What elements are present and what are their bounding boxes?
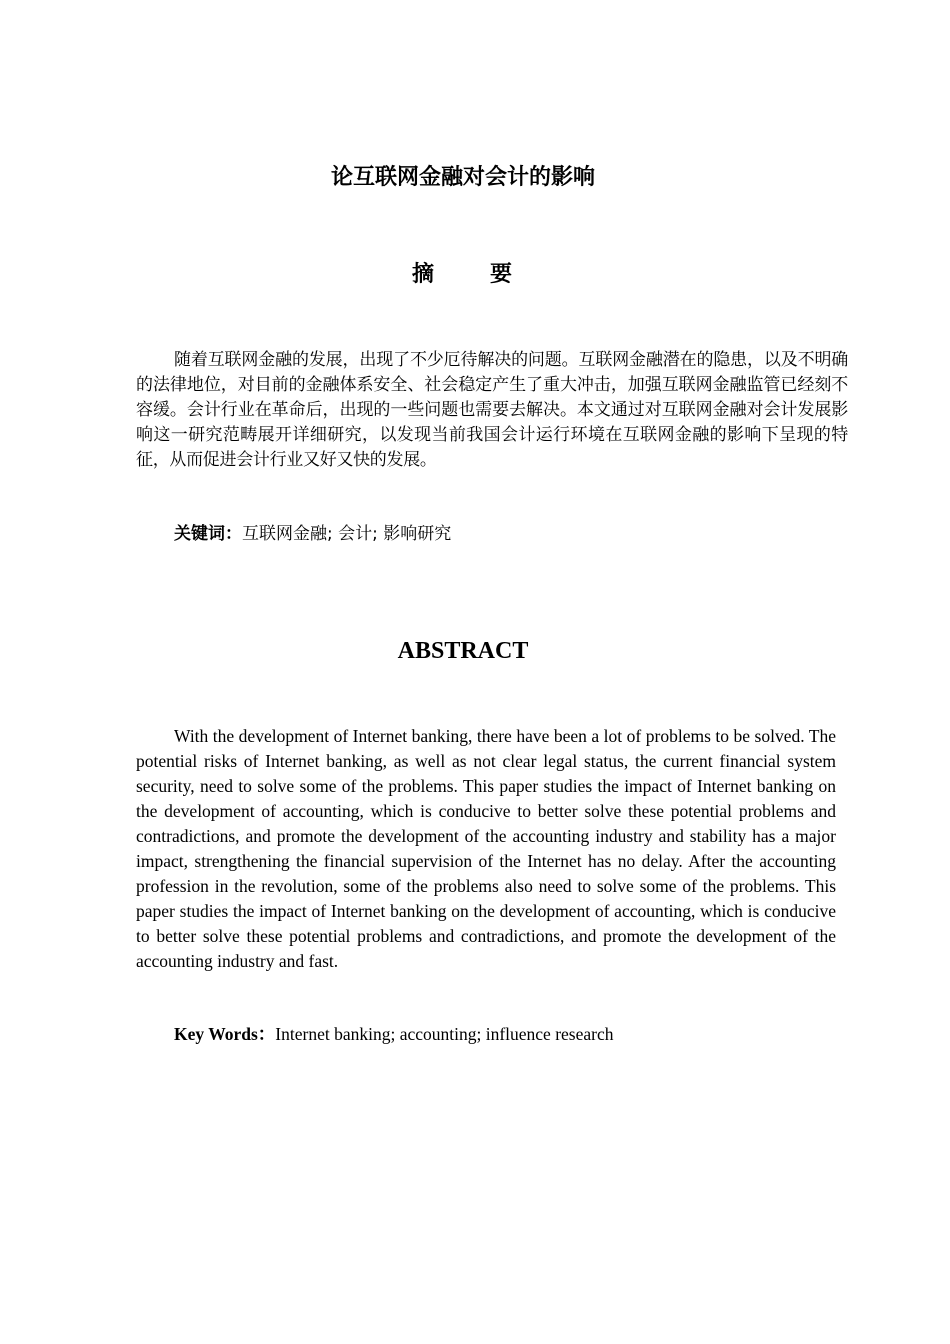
keywords-cn: [174, 522, 451, 547]
document-title: 论互联网金融对会计的影响: [330, 165, 595, 190]
keywords-en: [174, 1022, 613, 1047]
abstract-heading-en: ABSTRACT: [397, 638, 529, 664]
abstract-body-cn: 随着互联网金融的发展，出现了不少厄待解决的问题。互联网金融潜在的隐患，以及不明确的法律地位，对目前的金融体系安全、社会稳定产生了重大冲击，加强互联网金融监管已经刻不容缓。会计行业在革命后，出现的一些问题也需要去解决。本文通过对互联网金融对会计发展影响这一研究范畴展开详细研究，以发现当前我国会计运行环境在互联网金融的影响下呈现的特征，从而促进会计行业又好又快的发展。: [136, 350, 848, 470]
abstract-body-en: With the development of Internet banking, there have been a lot of problems to be solved. The potential risks of Internet banking, as well as not clear legal status, the current financial system security, need to solve some of the problems. This paper studies the impact of Internet banking on the development of accounting, which is conducive to better solve these potential problems and contradictions, and promote the development of the accounting industry and stability has a major impact, strengthening the financial supervision of the Internet has no delay. After the accounting profession in the revolution, some of the problems also need to solve some of the problems. This paper studies the impact of Internet banking on the development of accounting, which is conducive to better solve these potential problems and contradictions, and promote the development of the accounting industry and fast.: [136, 726, 836, 971]
abstract-heading-cn: 摘要: [411, 262, 568, 287]
keywords-label-en: Key Words：: [174, 1024, 276, 1044]
keywords-label-cn: 关键词：: [174, 524, 242, 544]
keywords-value-cn: 互联网金融; 会计; 影响研究: [242, 524, 452, 544]
keywords-value-en: Internet banking; accounting; influence research: [275, 1024, 614, 1044]
